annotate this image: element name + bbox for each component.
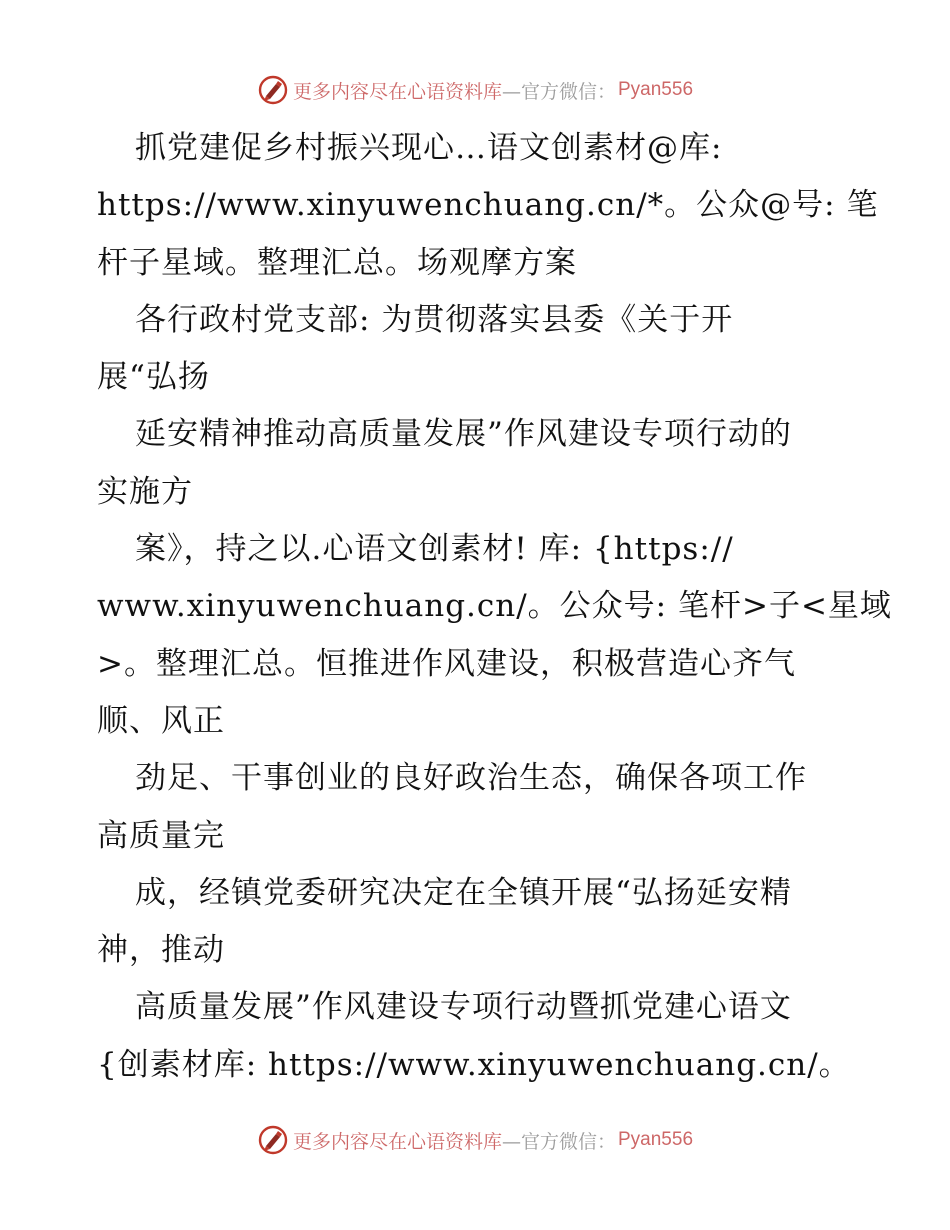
pen-logo-icon: [257, 74, 289, 106]
text-line: 高质量完: [97, 817, 225, 854]
text-line: {创素材库: https://www.xinyuwenchuang.cn/。: [97, 1046, 851, 1083]
text-line: 高质量发展”作风建设专项行动暨抓党建心语文: [135, 989, 792, 1026]
text-line: >。整理汇总。恒推进作风建设，积极营造心齐气: [97, 645, 796, 682]
text-line: 顺、风正: [97, 702, 225, 739]
text-line: 杆子星域。整理汇总。场观摩方案: [97, 244, 577, 281]
text-line: https://www.xinyuwenchuang.cn/*。公众@号: 笔: [97, 187, 879, 224]
text-line: 案》，持之以.心语文创素材! 库: {https://: [135, 531, 734, 568]
text-line: 劲足、干事创业的良好政治生态，确保各项工作: [135, 760, 807, 797]
text-line: 展“弘扬: [97, 359, 210, 396]
watermark-text: 更多内容尽在心语资料库: [292, 1130, 502, 1153]
text-line: 实施方: [97, 473, 193, 510]
pen-logo-icon: [257, 1124, 289, 1156]
watermark-text: 更多内容尽在心语资料库: [292, 80, 502, 103]
watermark-separator: —官方微信：: [501, 80, 616, 103]
watermark-separator: —官方微信：: [501, 1130, 616, 1153]
text-line: 成，经镇党委研究决定在全镇开展“弘扬延安精: [135, 874, 792, 911]
text-line: 延安精神推动高质量发展”作风建设专项行动的: [135, 416, 792, 453]
watermark-account: Pyan556: [618, 1129, 694, 1150]
document-body: [97, 120, 892, 1094]
footer-watermark-banner: [0, 1120, 950, 1160]
text-line: 各行政村党支部: 为贯彻落实县委《关于开: [135, 301, 734, 338]
text-line: www.xinyuwenchuang.cn/。公众号: 笔杆>子<星域: [97, 588, 892, 625]
text-line: 神，推动: [97, 932, 225, 969]
watermark-account: Pyan556: [618, 79, 694, 100]
text-line: 抓党建促乡村振兴现心…语文创素材@库:: [135, 130, 723, 166]
header-watermark-banner: [0, 70, 950, 110]
